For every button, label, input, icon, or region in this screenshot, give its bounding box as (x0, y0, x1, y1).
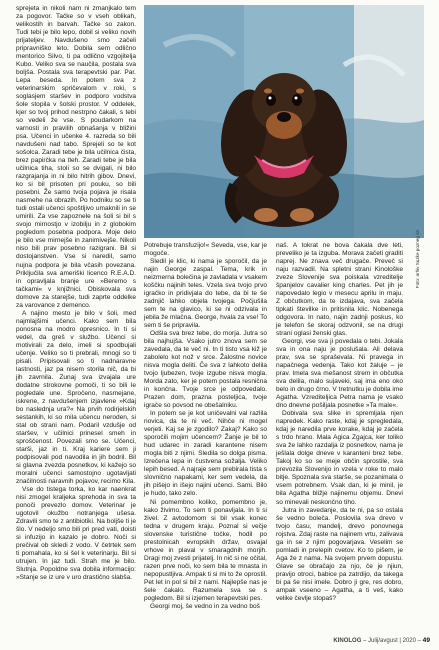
paragraph: Jutra in zavedanje, da te ni, pa so ostala še vedno boleča. Poslovila sva drevo v tvojo času, mandelj, drevo ponovnega rojstva. Zdaj raste na najinem vrtu, zalivava ga in se z njim pogovarjava. Veselim se pomladi in prelepih cvetov. Ko to pišem, je Aga že z nama. Na svojem prvem dopustu. Glave se obračajo za njo, če je njiun, pravijo otroci, babice pa zatrdijo, da takega bi pa še nisi imele. Dobro ji gre, res dobro, ampak vseeno – Agatha, a ti veš, kako velike čevlje stopaš? (276, 506, 403, 602)
article-column-3 (276, 242, 403, 626)
paragraph: naš. A tokrat ne bova čakala dve leti, preveliko je ta izguba. Morava začeti graditi naprej. Ne znava več drugače. Preveč si naju razvadil. Na spletni strani Kinološke zveze Slovenije sva poiskala vzreditelje španjelov cavalier king charles. Pet jih je napovedalo legio v mesecu aprilu in maju. Z občutkom, da te izdajava, sva začela tipkati številke in pritisnila klic. Nobenega odgovora. In nato, najin zadnji poskus, ko je telefon še skoraj odzvonil, se na drugi strani oglasi ženski glas. (276, 242, 403, 338)
paragraph: Georgi, vse sva ji povedala o tebi. Jokala sva in ona naju je poslušala. Ali delava prav, sva se spraševala. Ni pravega in napačnega vedenja. Tako kot žaluje – je prav. Imela sva mešanost strem in občutka sva delila, malo sujaveki, saj ima eno oko belo in drugo črno. V tretnutku je dobila ime Agatha. Vzrediteljica Petra nama je vsako dno dnevne pošiljala posnetke »Ta male«. (276, 338, 403, 410)
paragraph: Sledil je klic, ki nama je sporočil, da je najin George zaspal. Tema, krik in neizmerna bolečina je zavladala v vsakem koščku najinih teles. Vzela sva tvojo prvo igračko in pridivjala do tebe, da bi te še zadnjič lahko objela tvojega. Počjušila sem te na glavico, ki se ni odzivala in jebila že mlačna. George, hvala za vse! To sem ti še pripravila. (144, 258, 267, 330)
article-column-2 (144, 242, 267, 626)
paragraph: Ni pomembno koliko, pomembno je, kako živimo. To sem ti ponavljala. In ti si živel. Z avtodomom si bil vsak konec tedna v drugem kraju. Poznal si večje slovenske turistične točke, hodil po prestolnicah evropskih držav, osvajal vrhove in plaval v smaragdnih morjih. Dragi moj zvesti prijatelj. In nič si ne očital, razen prve noči, ko sem bila te mnasta in nepopustljiva. Ampak ti si mi to že oprostil. Pet let in pol si bil z nami. Najlepše nas je šele čakalo. Razumela sva se s pogledom. Bil si izjemen terapevtski pes. (144, 498, 267, 602)
issue-date: – Julij/avgust | 2020 – (363, 638, 421, 644)
article-column-1 (16, 5, 136, 625)
paragraph: Vse do tistega torka, ko kar naenkrat nisi zmogel kraljeka sprehoda in sva ta ponoči prevezlo domov. Veterinar je ugotovil okužbo notranjega ušesa. Zdravili smo te z antibiotiki. Na boljše ti je šlo. V nedeljo smo bili pri pred vati, doisti si infuzijo in kazalo je dobro. Noči si prečival ob skledi z vodo. V četrtek sem ti pomahala, ko si šel k veterinarju. Bil si utrujen. In jaz tudi. Strah me je bilo. Slutnja. Popoldne sva dobila informacijo: »Stanje se iz ure v uro drastično slabša. (16, 485, 136, 582)
paragraph: Dobivala sva slike in spremljala njen napredek. Kako raste, kdaj je spregledala, kdaj je naredila prve korake, kdaj je začela s trdo hrano. Mala Agica Zgajca, ker toliko sva že lahko razdalja iz posnetkov, nama je ješlala dolge dneve v karanteni brez tebe. Takoj ko so se meje občin sprostile, sva prevozila Slovenijo in vzela v roke to malo bitje. Spoznala sva starše, se pozanimala o vsem potrebnem. Vsak dan, ki je minil, je bila Agatha bližje najinemu objemu. Dnevi so minevali neskončno tiho. (276, 410, 403, 506)
page-number: 49 (422, 637, 430, 644)
paragraph: A najino mesto je bilo v šoli, med najmlajšimi učenci. Kako sem bila ponosna na modro opresnico. In ti si vedel, da greš v službo. Učenci si motivirali za delo, imeli si spodbujali učenje. Veliko so ti prebrali, mnogi so ti pisali. Pripisovali so ti nadnaravne lastnosti, jaz pa nisem storila nič, da bi jih zavrnila. Zunaj sva izvajala ure dodatne strokovne pomoči, ti so bili le pogledale une. Spročeno, nasmejane, iskrene, z navdušenjem izjavlene »Kdaj bo naslednja ura?« Na prvih rodirjelskih sestankih, ki so mila učencu neroden, si stal ob strani nam. Podaril vzdušje od staršev, v učilnici prinesel smeh in sproščenost. Povezali smo se. Učenci, starši, jaz in ti. Kraj kariere sem ji podpisovali pod navodila in jih bodril. Bil si glavna zvezda posnetkov, ki kažejo so moralni učenci samostojno ugotavljati značilnosti naravnih pojavov, recimo Kila. (16, 309, 136, 485)
photo-credit: Foto: arhiv Suzke pozneg će (415, 230, 420, 289)
paragraph: sprejeta in nikoli nam ni zmanjkalo tem za pogovor. Tačke so v vseh oblikah, velikostih in barvah. Tačke so zakon. Tudi tebi je bilo lepo, dobil si veliko novih prijateljev. Navdušeno smo začeli pripravniško leto. Dobila sem odlično mentorico Silvo, ti pa odlično vzgojitelja Kubo. Veliko sva se naučila, postala sva boljša. Postala sva terapevtski par. Par. Lepa beseda. In potem sva z veterinarskim spričevalom v roki, s soglasjem staršev in podporo vodstva šole stopila v šolski prostor. V oddelek, kjer so tvoj prihod nestrpno čakali, s tebi so vedeli že vse. S poudarkom na varnosti in pravilih obnašanja v bližini psa. Učenci in učenke 4. razreda so bili navdušeni nad tabo. Sprejeli so te kot sošolca. Zaradi tebe je bila učilnica čista, brez papirčka na tleh. Zaradi tebe je bila učilnica tiha, stoli so se dvigali, ni bilo razgrajanja in ni bilo hitrih gibov. Dnevi, ko si bil prisoten pri pouku, so bili posebni. Že samo tvoja pojava je risala nasmehe na obrazih. Po hodniku so se ti tudi ostali učenci spoštljivo umaknili in se umirili. Za vse zapoznele na šoli si bil s svojo mirnostjo v izobilju in z globokim pogledom posebna podpora. Moje delo je bilo vse mirnejše in zanimivejše. Nikoli niso bili prav posebno razigrani. Bil si dostojanstven. Vse si naredil, samo nujna podpora je bila včasih povezana. Priključila sva ameriški licenco R.E.A.D. in opravljala branje ure »Beremo s tačkami« v knjižnici. Obiskovala sva domove za starejše, tudi zaprte oddelke za varovance z demenco. (16, 5, 136, 309)
magazine-name: KINOLOG (333, 638, 362, 644)
paragraph: In potem se je kot uničevalni val razlila novica, da te ni več. Nihče ni mogel verjeti. Kaj se je zgodilo? Zakaj? Kako so sporočili mojim učencem? Žanje je bil to hud udarec in zaradi karantene nisem mogla biti z njimi. Sledila so dolga pisma. Izrečena lepa in čustvena sožalja. Veliko lepih besed. A najraje sem prebirala tista s slovnično napakami, ker sem vedela, da jih pišejo in išejo najini učenci. Sami. Bilo je hudo, tako zelo. (144, 410, 267, 498)
paragraph: Odšla sva brez tebe, do morja. Jutra so bila najhujša. Vsako jutro znova sem se zavedala, da te več ni. In ti tisto vsa kiž je zabolelo kot nož v srce. Žalostne novice nisva mogla deliti. Če sva z lahkoto delila tvojo ljubezen, tvoje izgube nisva mogla. Morda zato, ker je potem postala resnična in končna. Tvoje srce je odpovedalo. Prazen dom, prazna posteljica, tvoje igrače so povsod ne obešalniku. (144, 330, 267, 410)
paragraph: Potrebuje transfuzijo!« Seveda, vse, kar je mogoče. (144, 242, 267, 258)
paragraph: Georgi moj, še vedno in za vedno boš (150, 602, 260, 610)
page-footer (300, 637, 430, 644)
